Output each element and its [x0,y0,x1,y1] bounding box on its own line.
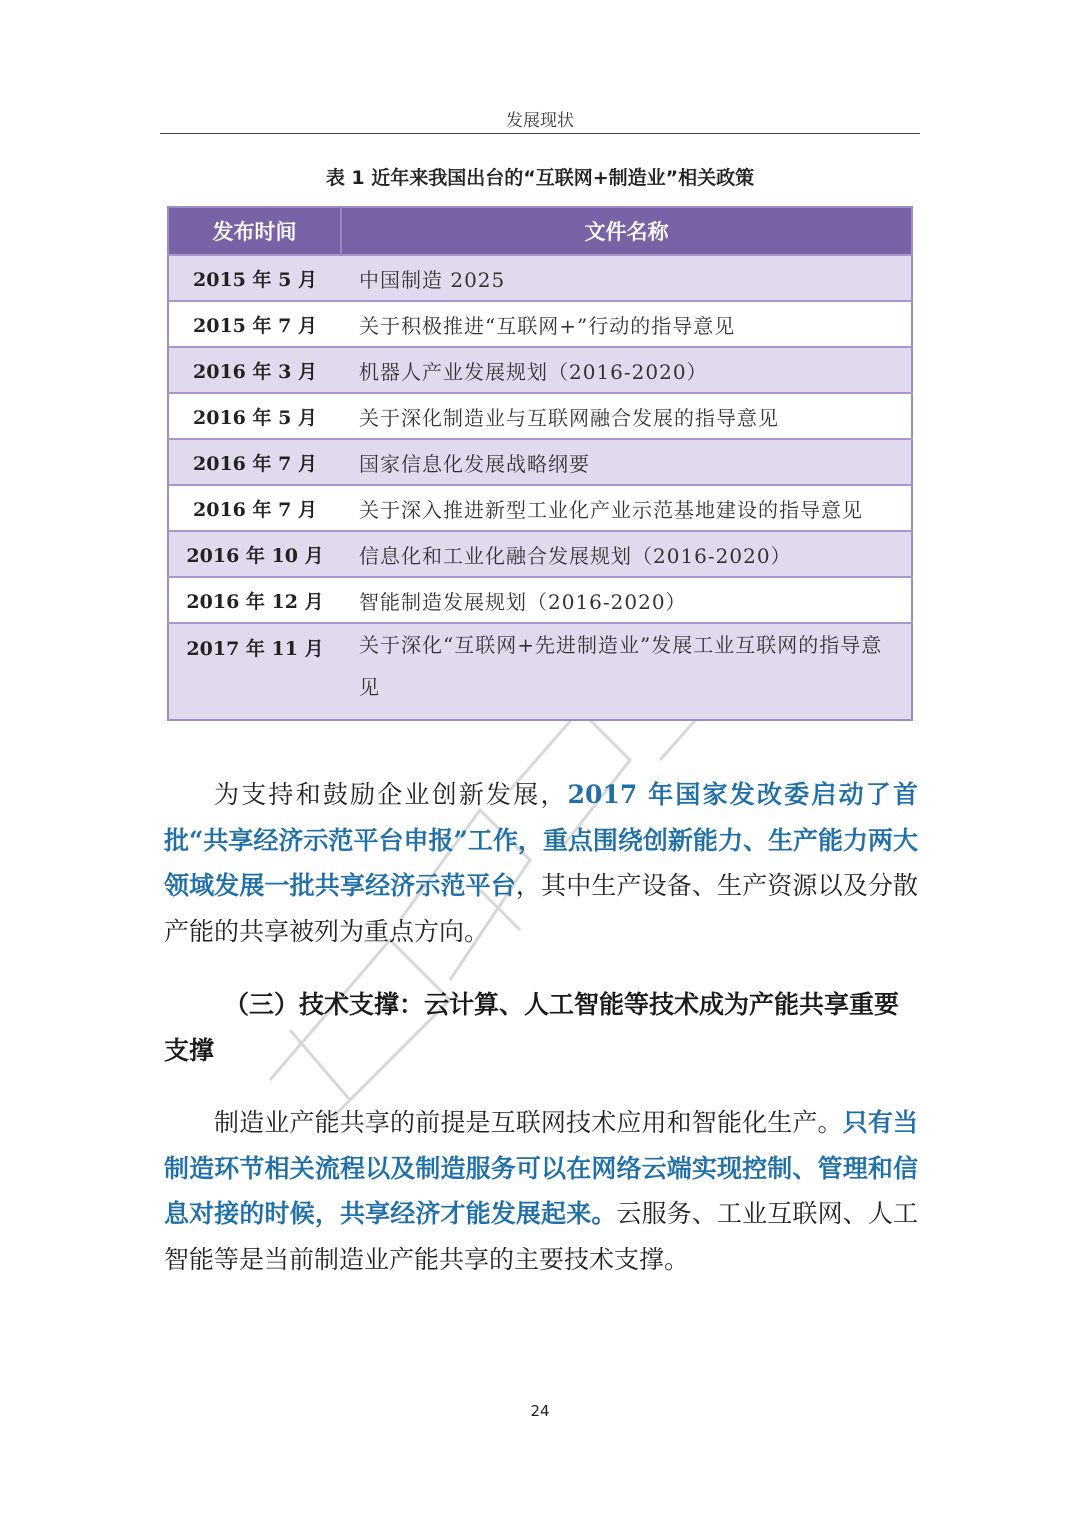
document-cell: 关于深入推进新型工业化产业示范基地建设的指导意见 [341,485,912,531]
body-paragraph [164,772,918,954]
document-cell: 关于积极推进“互联网+”行动的指导意见 [341,301,912,347]
table-caption: 表 1 近年来我国出台的“互联网+制造业”相关政策 [325,167,755,189]
table-row [168,301,912,347]
column-header-document: 文件名称 [341,207,912,255]
document-cell: 关于深化制造业与互联网融合发展的指导意见 [341,393,912,439]
document-cell: 国家信息化发展战略纲要 [341,439,912,485]
date-cell: 2015 年 5 月 [168,255,341,301]
column-header-date: 发布时间 [168,207,341,255]
table-row [168,347,912,393]
page-number: 24 [530,1402,550,1420]
date-cell: 2016 年 10 月 [168,531,341,577]
date-cell: 2016 年 7 月 [168,439,341,485]
highlighted-text: 2017 年国家发改委启动了首批“共享经济示范平台申报”工作，重点围绕创新能力、生产能力两大领域发展一批共享经济示范平台 [164,780,918,900]
table-row [168,485,912,531]
header-divider [160,133,920,134]
table-row [168,531,912,577]
date-cell: 2016 年 5 月 [168,393,341,439]
paragraph-text: 为支持和鼓励企业创新发展， [214,780,568,809]
paragraph-text: 云服务、工业互联网、人工智能等是当前制造业产能共享的主要技术支撑。 [164,1199,918,1274]
document-cell: 关于深化“互联网+先进制造业”发展工业互联网的指导意见 [341,623,912,720]
body-paragraph [164,1100,918,1282]
document-cell: 智能制造发展规划（2016-2020） [341,577,912,623]
date-cell: 2017 年 11 月 [168,623,341,720]
date-cell: 2016 年 7 月 [168,485,341,531]
date-cell: 2016 年 12 月 [168,577,341,623]
paragraph-text: 制造业产能共享的前提是互联网技术应用和智能化生产。 [214,1108,843,1137]
highlighted-text: 只有当制造环节相关流程以及制造服务可以在网络云端实现控制、管理和信息对接的时候，共享经济才能发展起来。 [164,1108,918,1228]
table-row [168,577,912,623]
document-cell: 中国制造 2025 [341,255,912,301]
table-row [168,393,912,439]
paragraph-text: ，其中生产设备、生产资源以及分散产能的共享被列为重点方向。 [164,871,918,946]
date-cell: 2015 年 7 月 [168,301,341,347]
table-row [168,255,912,301]
date-cell: 2016 年 3 月 [168,347,341,393]
running-header: 发展现状 [506,111,574,131]
section-heading: （三）技术支撑：云计算、人工智能等技术成为产能共享重要支撑 [164,990,900,1065]
policy-table [167,206,913,721]
document-cell: 机器人产业发展规划（2016-2020） [341,347,912,393]
table-row [168,623,912,720]
table-row [168,439,912,485]
table-header-row [168,207,912,255]
document-cell: 信息化和工业化融合发展规划（2016-2020） [341,531,912,577]
